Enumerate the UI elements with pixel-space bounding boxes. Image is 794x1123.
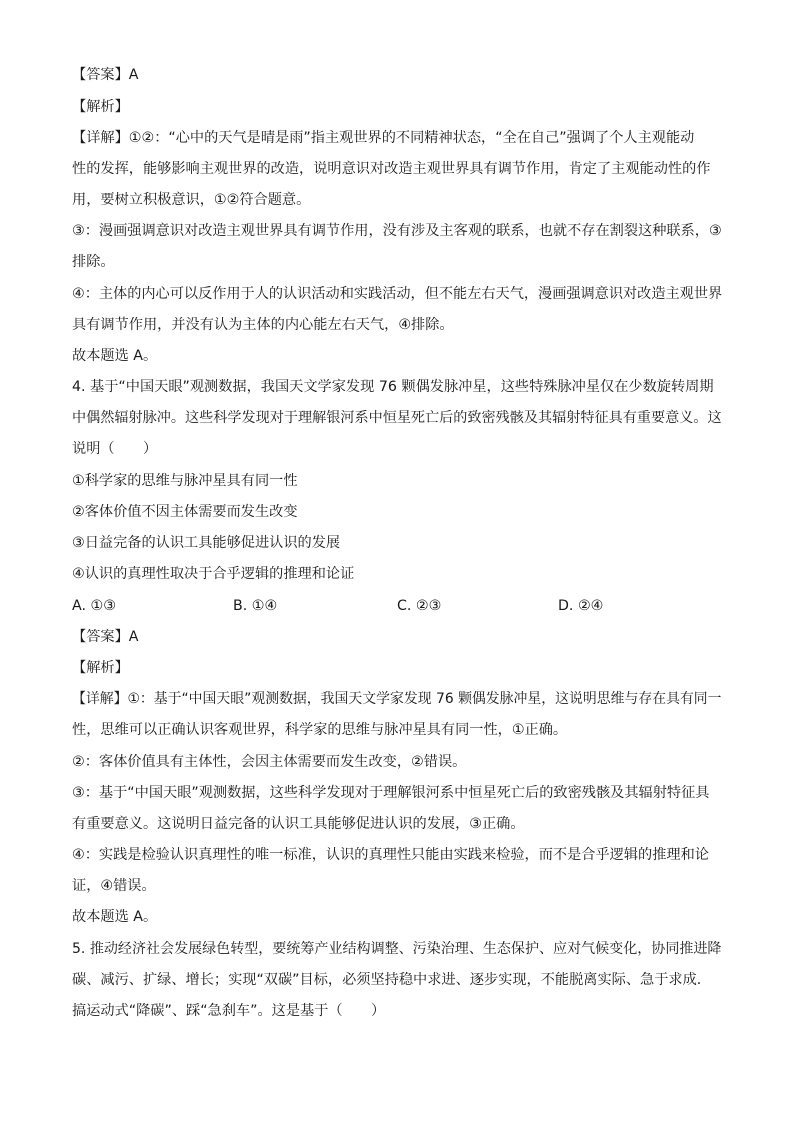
explanation-item-4: 证，④错误。 xyxy=(72,878,156,894)
detail-paragraph: 性的发挥，能够影响主观世界的改造，说明意识对改造主观世界具有调节作用，肯定了主观能动性的作 xyxy=(72,161,711,177)
answer-label: 【答案】A xyxy=(72,67,139,83)
question-5-stem: 搞运动式“降碳”、踩“急刹车”。这是基于（ ） xyxy=(72,1003,386,1019)
option-d: D. ②④ xyxy=(558,598,604,614)
detail-paragraph: 【详解】①：基于“中国天眼”观测数据，我国天文学家发现 76 颗偶发脉冲星，这说明思维与存在具有同一 xyxy=(72,691,722,707)
analysis-label: 【解析】 xyxy=(72,660,129,676)
statement-3: ③日益完备的认识工具能够促进认识的发展 xyxy=(72,535,341,551)
explanation-item-2: ②：客体价值具有主体性，会因主体需要而发生改变，②错误。 xyxy=(72,754,467,770)
explanation-item-4: 具有调节作用，并没有认为主体的内心能左右天气，④排除。 xyxy=(72,317,454,333)
statement-4: ④认识的真理性取决于合乎逻辑的推理和论证 xyxy=(72,566,355,582)
option-a: A. ①③ xyxy=(72,598,116,614)
question-4-stem: 4. 基于“中国天眼”观测数据，我国天文学家发现 76 颗偶发脉冲星，这些特殊脉冲星仅在少数旋转周期 xyxy=(72,379,714,395)
explanation-item-3: ③：基于“中国天眼”观测数据，这些科学发现对于理解银河系中恒星死亡后的致密残骸及其辐射特征具 xyxy=(72,785,710,801)
question-5-stem: 5. 推动经济社会发展绿色转型，要统筹产业结构调整、污染治理、生态保护、应对气候变化，协同推进降 xyxy=(72,941,722,957)
answer-label: 【答案】A xyxy=(72,629,139,645)
detail-paragraph: 【详解】①②：“心中的天气是晴是雨”指主观世界的不同精神状态，“全在自己”强调了个人主观能动 xyxy=(72,130,695,146)
statement-1: ①科学家的思维与脉冲星具有同一性 xyxy=(72,473,298,489)
option-c: C. ②③ xyxy=(397,598,442,614)
explanation-item-3: 排除。 xyxy=(72,254,115,270)
analysis-label: 【解析】 xyxy=(72,99,129,115)
option-b: B. ①④ xyxy=(233,598,278,614)
conclusion: 故本题选 A。 xyxy=(72,909,158,925)
statement-2: ②客体价值不因主体需要而发生改变 xyxy=(72,504,298,520)
explanation-item-3: 有重要意义。这说明日益完备的认识工具能够促进认识的发展，③正确。 xyxy=(72,816,525,832)
detail-paragraph: 性，思维可以正确认识客观世界，科学家的思维与脉冲星具有同一性，①正确。 xyxy=(72,722,568,738)
question-5-stem: 碳、减污、扩绿、增长；实现“双碳”目标，必须坚持稳中求进、逐步实现，不能脱离实际、急于求成. xyxy=(72,972,702,988)
conclusion: 故本题选 A。 xyxy=(72,348,158,364)
explanation-item-4: ④：实践是检验认识真理性的唯一标准，认识的真理性只能由实践来检验，而不是合乎逻辑的推理和论 xyxy=(72,847,709,863)
question-4-stem: 说明（ ） xyxy=(72,441,158,457)
explanation-item-3: ③：漫画强调意识对改造主观世界具有调节作用，没有涉及主客观的联系，也就不存在割裂这种联系，③ xyxy=(72,223,722,239)
question-4-stem: 中偶然辐射脉冲。这些科学发现对于理解银河系中恒星死亡后的致密残骸及其辐射特征具有重要意义。这 xyxy=(72,410,722,426)
explanation-item-4: ④：主体的内心可以反作用于人的认识活动和实践活动，但不能左右天气，漫画强调意识对改造主观世界 xyxy=(72,286,723,302)
detail-paragraph: 用，要树立积极意识，①②符合题意。 xyxy=(72,192,311,208)
